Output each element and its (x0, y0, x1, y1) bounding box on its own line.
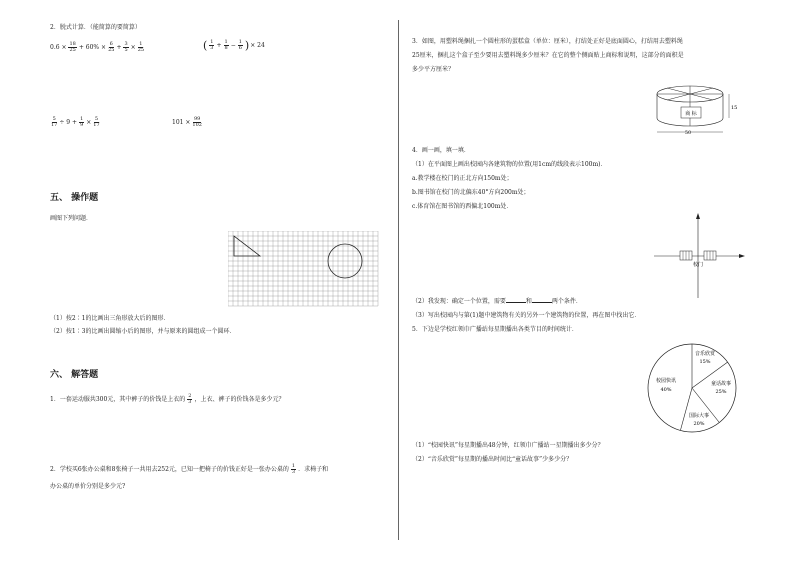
pie-pct-story: 25% (715, 389, 727, 395)
fraction (123, 42, 128, 53)
numerator: 6 (109, 41, 113, 47)
pie-label-music: 音乐欣赏 (694, 351, 716, 357)
numerator: 1 (210, 39, 214, 45)
fraction (238, 40, 243, 51)
expr-4 (172, 117, 203, 128)
numerator: 1 (224, 39, 228, 45)
numerator: 1 (80, 116, 84, 122)
numerator: 5 (52, 116, 56, 122)
numerator: 1 (238, 39, 242, 45)
denominator: 3 (188, 399, 192, 405)
fraction (291, 464, 296, 475)
gate-label: 校门 (692, 262, 704, 268)
compass-diagram (650, 212, 746, 302)
height-label: 15 (731, 105, 738, 111)
expr-text: + (116, 43, 122, 51)
q4-line-1: （1）在平面图上画出校园内各建筑物的位置(用1cm的线段表示100m)． (412, 161, 607, 168)
s5-item-1: （1）按2∶1的比画出三角形放大后的图形． (50, 315, 170, 322)
fraction (68, 42, 76, 53)
denominator: 9 (80, 122, 84, 128)
q4-part-2 (412, 298, 582, 305)
expr-1 (50, 42, 145, 53)
expr-text: 101 × (172, 118, 191, 126)
operator: − (230, 41, 236, 49)
pie-pct-campus: 40% (660, 387, 672, 393)
fill-text: （2）我发现：确定一个位置，需要 (412, 298, 506, 305)
grid-figure (228, 231, 380, 307)
denominator: 3 (210, 45, 214, 51)
left-paren: ( (203, 39, 208, 52)
s6-question-1 (50, 394, 284, 405)
fraction (138, 42, 144, 53)
expr-3 (50, 117, 101, 128)
denominator: 17 (51, 122, 58, 128)
column-divider (398, 20, 399, 540)
denominator: 5 (124, 47, 128, 53)
logo-label: 商 标 (685, 111, 697, 117)
north-arrow-icon (696, 213, 700, 219)
answer-blank[interactable] (532, 302, 552, 303)
denominator: 17 (93, 122, 100, 128)
answer-blank[interactable] (506, 302, 526, 303)
q5-sub-2: （2）“音乐欣赏”每星期的播出时间比“童话故事”少多少分？ (412, 456, 573, 463)
section-6-title: 六、 解答题 (50, 370, 99, 380)
s5-item-2: （2）按1∶3的比画出圆缩小后的图形，并与原来的圆组成一个圆环． (50, 328, 236, 335)
fill-text: 和 (525, 298, 532, 305)
fraction (224, 40, 229, 51)
denominator: 25 (137, 47, 145, 53)
denominator: 25 (108, 47, 115, 53)
q2-heading: 2．脱式计算．（能简算的要简算） (50, 24, 141, 31)
q3-line-2: 25厘米，捆扎这个盒子至少要用去塑料绳多少厘米？在它的整个侧面贴上商标和说明，这部分的面积是 (412, 52, 684, 59)
operator: + (216, 41, 222, 49)
s6-question-2 (50, 464, 328, 475)
operator: ÷ 9 + (59, 118, 78, 126)
fraction (51, 117, 57, 128)
numerator: 18 (69, 41, 76, 47)
fill-text: 两个条件． (551, 298, 582, 305)
numerator: 1 (291, 463, 296, 469)
denominator: 25 (69, 47, 76, 53)
expr-2 (203, 40, 265, 51)
q3-line-1: 3．如图，用塑料绳捆扎一个圆柱形的蛋糕盒（单位：厘米），打结处正好是底面圆心，打结用去塑料绳 (412, 38, 683, 45)
diameter-label: 50 (684, 130, 692, 136)
q4-line-b: b.图书馆在校门的北偏东40°方向200m处； (412, 189, 530, 196)
numerator: 99 (193, 116, 201, 122)
operator: × (86, 118, 92, 126)
pie-label-world: 国际大事 (688, 413, 710, 419)
pie-pct-world: 20% (693, 421, 705, 427)
q5-sub-1: （1）“校园快讯”每星期播出48分钟，红领巾广播站一星期播出多少分？ (412, 442, 604, 449)
numerator: 2 (188, 393, 192, 399)
question-text: 2．学校买6张办公桌和8张椅子一共用去252元，已知一把椅子的价钱正好是一张办公桌的 (50, 465, 289, 473)
fraction (192, 117, 202, 128)
denominator: 8 (224, 45, 228, 51)
q3-line-3: 多少平方厘米？ (412, 66, 455, 73)
pie-label-campus: 校园快讯 (655, 378, 677, 384)
pie-chart (642, 338, 742, 438)
fraction (187, 394, 192, 405)
question-text: ．求椅子和 (298, 465, 329, 473)
question-text: 1．一套运动服共300元，其中裤子的价钱是上衣的 (50, 395, 186, 403)
pie-pct-music: 15% (699, 359, 711, 365)
fraction (108, 42, 114, 53)
q4-line-c: c.体育馆在图书馆的西偏北100m处． (412, 203, 513, 210)
numerator: 5 (94, 116, 99, 122)
q4-line-a: a.教学楼在校门的正北方向150m处； (412, 175, 513, 182)
expr-text: × (130, 43, 136, 51)
pie-label-story: 童话故事 (710, 381, 732, 387)
expr-text: 0.6 × (50, 43, 67, 51)
question-text: ，上衣、裤子的价钱各是多少元？ (194, 395, 285, 403)
section-5-title: 五、 操作题 (50, 193, 99, 203)
q5-title: 5．下边是学校红领巾广播站每星期播出各类节目的时间统计． (412, 326, 578, 333)
denominator: 102 (192, 122, 202, 128)
cylinder-figure (650, 80, 746, 140)
section-5-intro: 画图下列问题． (50, 215, 93, 222)
fraction (79, 117, 84, 128)
numerator: 3 (124, 41, 128, 47)
fraction (93, 117, 99, 128)
s6-question-2-cont: 办公桌的单价分别是多少元? (50, 483, 126, 490)
q4-title: 4．画一画，填一填． (412, 147, 470, 154)
expr-text: × 24 (250, 41, 265, 49)
numerator: 1 (139, 41, 143, 47)
right-paren: ) (244, 39, 250, 52)
expr-text: + 60% × (78, 43, 107, 51)
east-arrow-icon (739, 254, 745, 258)
fraction (209, 40, 214, 51)
denominator: 3 (291, 469, 296, 475)
q4-part-3: （3）写出校园内与第(1)题中建筑物有关的另外一个建筑物的位置，再在图中找出它． (412, 312, 641, 319)
denominator: 6 (238, 45, 242, 51)
